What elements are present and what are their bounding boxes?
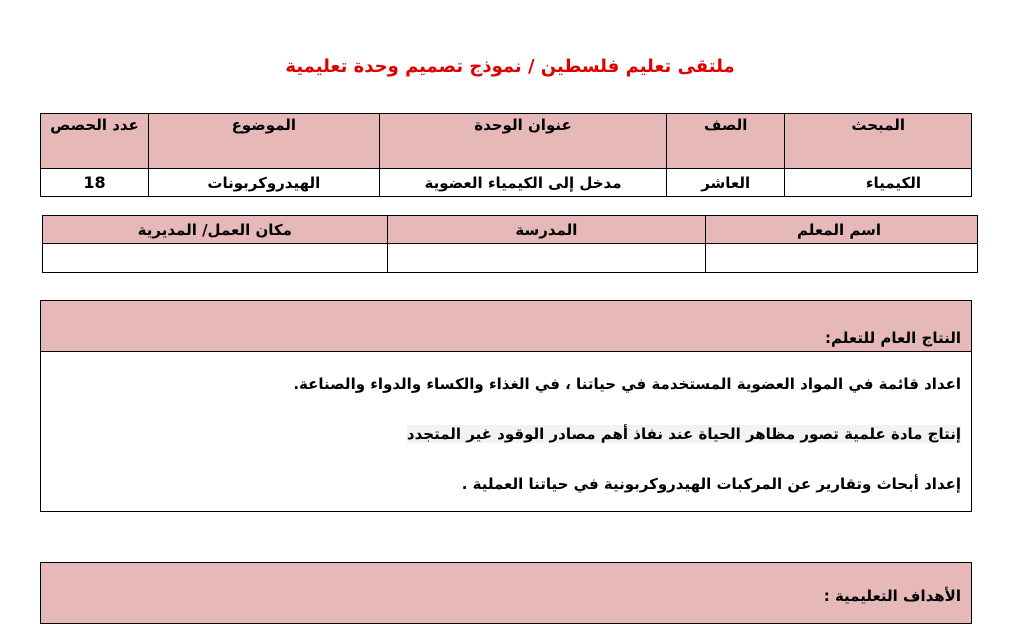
- header-lesson-count: عدد الحصص: [41, 114, 149, 169]
- value-teacher-name[interactable]: [706, 244, 978, 273]
- header-unit-title: عنوان الوحدة: [379, 114, 667, 169]
- teacher-info-table: [42, 215, 978, 273]
- unit-info-table: [40, 113, 972, 197]
- outcome-heading: النتاج العام للتعلم:: [824, 329, 961, 347]
- header-workplace: مكان العمل/ المديرية: [43, 216, 388, 244]
- value-topic: الهيدروكربونات: [148, 169, 379, 197]
- value-school[interactable]: [387, 244, 706, 273]
- header-school: المدرسة: [387, 216, 706, 244]
- outcome-line-2: إنتاج مادة علمية تصور مظاهر الحياة عند نفاذ أهم مصادر الوقود غير المتجدد: [406, 425, 961, 443]
- header-teacher-name: اسم المعلم: [706, 216, 978, 244]
- value-lesson-count: 18: [41, 169, 149, 197]
- learning-outcome-section: [40, 300, 972, 512]
- outcome-line-3: إعداد أبحاث وتقارير عن المركبات الهيدروكربونية في حياتنا العملية .: [461, 475, 961, 493]
- objectives-section: [40, 562, 972, 624]
- value-unit-title: مدخل إلى الكيمياء العضوية: [379, 169, 667, 197]
- unit-value-row: [41, 169, 972, 197]
- teacher-header-row: [43, 216, 978, 244]
- outcome-line-1: اعداد قائمة في المواد العضوية المستخدمة في حياتنا ، في الغذاء والكساء والدواء والصناعة.: [293, 375, 961, 393]
- page-title: ملتقى تعليم فلسطين / نموذج تصميم وحدة تعليمية: [285, 56, 735, 77]
- value-workplace[interactable]: [43, 244, 388, 273]
- header-subject: المبحث: [785, 114, 972, 169]
- unit-header-row: [41, 114, 972, 169]
- teacher-value-row: [43, 244, 978, 273]
- value-grade: العاشر: [667, 169, 785, 197]
- outcome-header: [41, 301, 971, 352]
- header-grade: الصف: [667, 114, 785, 169]
- header-topic: الموضوع: [148, 114, 379, 169]
- objectives-heading: الأهداف التعليمية :: [823, 587, 961, 605]
- value-subject: الكيمياء: [785, 169, 972, 197]
